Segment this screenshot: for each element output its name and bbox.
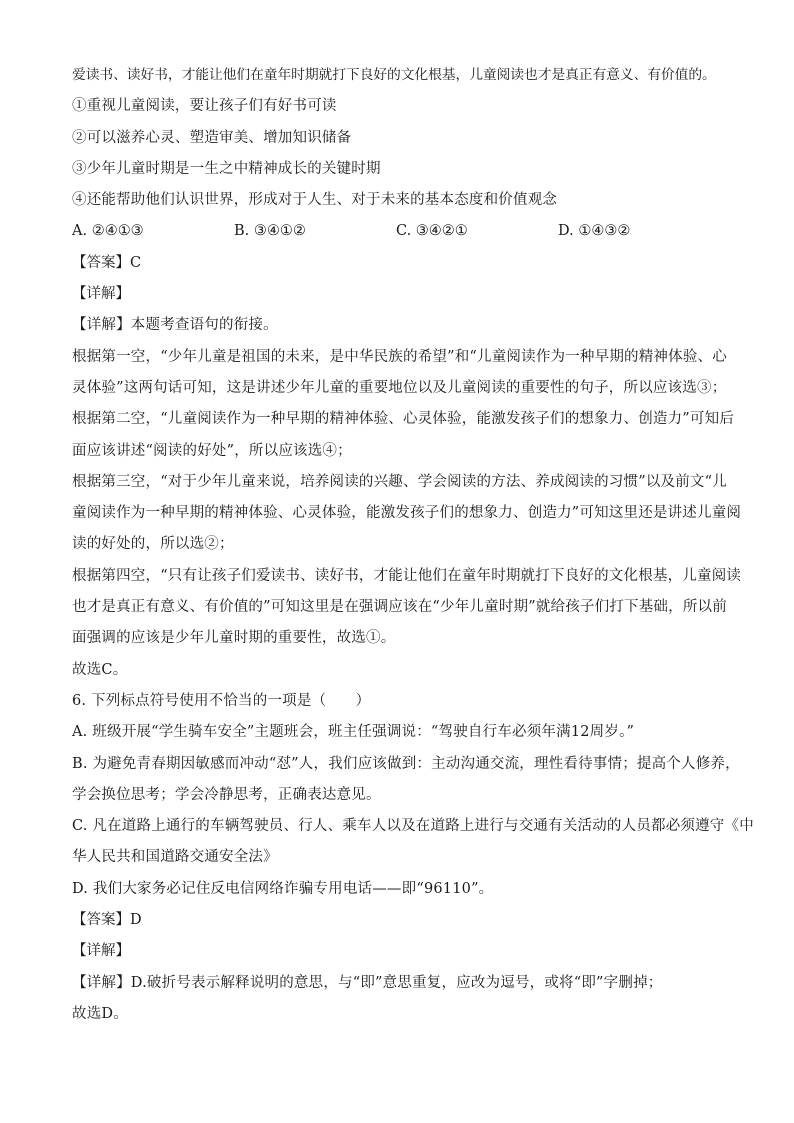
q5-option-d: D. ①④③②	[558, 223, 631, 240]
q6-detail-line-2: 故选D。	[72, 1005, 128, 1022]
q5-option-b: B. ③④①②	[234, 223, 306, 240]
q6-stem: 6. 下列标点符号使用不恰当的一项是（ ）	[72, 692, 371, 709]
q5-detail-line-7: 童阅读作为一种早期的精神体验、心灵体验，能激发孩子们的想象力、创造力”可知这里还是讲述儿童阅	[72, 505, 742, 522]
sentence-option-1: ①重视儿童阅读，要让孩子们有好书可读	[72, 98, 337, 115]
q5-detail-tag: 【详解】	[72, 286, 130, 303]
q5-detail-line-6: 根据第三空，“对于少年儿童来说，培养阅读的兴趣、学会阅读的方法、养成阅读的习惯”以及前文“儿	[72, 473, 727, 490]
q5-options	[72, 216, 732, 247]
q5-detail-line-12: 故选C。	[72, 661, 128, 678]
q6-option-b: B. 为避免青春期因敏感而冲动“怼”人，我们应该做到：主动沟通交流，理性看待事情；提高个人修养，	[72, 755, 740, 772]
q5-detail-line-8: 读的好处的，所以选②；	[72, 536, 234, 553]
q5-detail-line-9: 根据第四空，“只有让孩子们爱读书、读好书，才能让他们在童年时期就打下良好的文化根基，儿童阅读	[72, 567, 742, 584]
q5-option-a: A. ②④①③	[72, 223, 144, 240]
document-page	[72, 60, 754, 1030]
sentence-option-4: ④还能帮助他们认识世界，形成对于人生、对于未来的基本态度和价值观念	[72, 192, 558, 209]
q6-option-c-cont: 华人民共和国道路交通安全法》	[72, 849, 278, 866]
intro-line: 爱读书、读好书，才能让他们在童年时期就打下良好的文化根基，儿童阅读也才是真正有意义、有价值的。	[72, 67, 716, 83]
q6-detail-line-1: 【详解】D.破折号表示解释说明的意思，与“即”意思重复，应改为逗号，或将“即”字删掉；	[72, 974, 663, 991]
q6-option-d: D. 我们大家务必记住反电信网络诈骗专用电话——即“96110”。	[72, 880, 494, 897]
q5-detail-line-3: 灵体验”这两句话可知，这是讲述少年儿童的重要地位以及儿童阅读的重要性的句子，所以应该选③；	[72, 379, 727, 396]
sentence-option-2: ②可以滋养心灵、塑造审美、增加知识储备	[72, 129, 352, 146]
q6-answer: 【答案】D	[72, 912, 142, 929]
q5-detail-line-11: 面强调的应该是少年儿童时期的重要性，故选①。	[72, 630, 396, 647]
q5-detail-line-2: 根据第一空，“少年儿童是祖国的未来，是中华民族的希望”和“儿童阅读作为一种早期的精神体验、心	[72, 348, 727, 365]
q5-detail-line-5: 面应该讲述“阅读的好处”，所以应该选④；	[72, 442, 352, 459]
q6-detail-tag: 【详解】	[72, 943, 130, 960]
q5-detail-line-1: 【详解】本题考查语句的衔接。	[72, 317, 278, 334]
q5-detail-line-4: 根据第二空，“儿童阅读作为一种早期的精神体验、心灵体验，能激发孩子们的想象力、创造力”可知后	[72, 411, 735, 428]
q6-option-b-cont: 学会换位思考；学会冷静思考，正确表达意见。	[72, 786, 381, 803]
q5-option-c: C. ③④②①	[396, 223, 468, 240]
q5-detail-line-10: 也才是真正有意义、有价值的”可知这里是在强调应该在“少年儿童时期”就给孩子们打下基础，所以前	[72, 599, 727, 616]
q5-answer: 【答案】C	[72, 254, 142, 271]
q6-option-c: C. 凡在道路上通行的车辆驾驶员、行人、乘车人以及在道路上进行与交通有关活动的人员都必须遵守《中	[72, 818, 754, 835]
sentence-option-3: ③少年儿童时期是一生之中精神成长的关键时期	[72, 160, 381, 177]
q6-option-a: A. 班级开展“学生骑车安全”主题班会，班主任强调说：“驾驶自行车必须年满12周岁。”	[72, 724, 635, 741]
